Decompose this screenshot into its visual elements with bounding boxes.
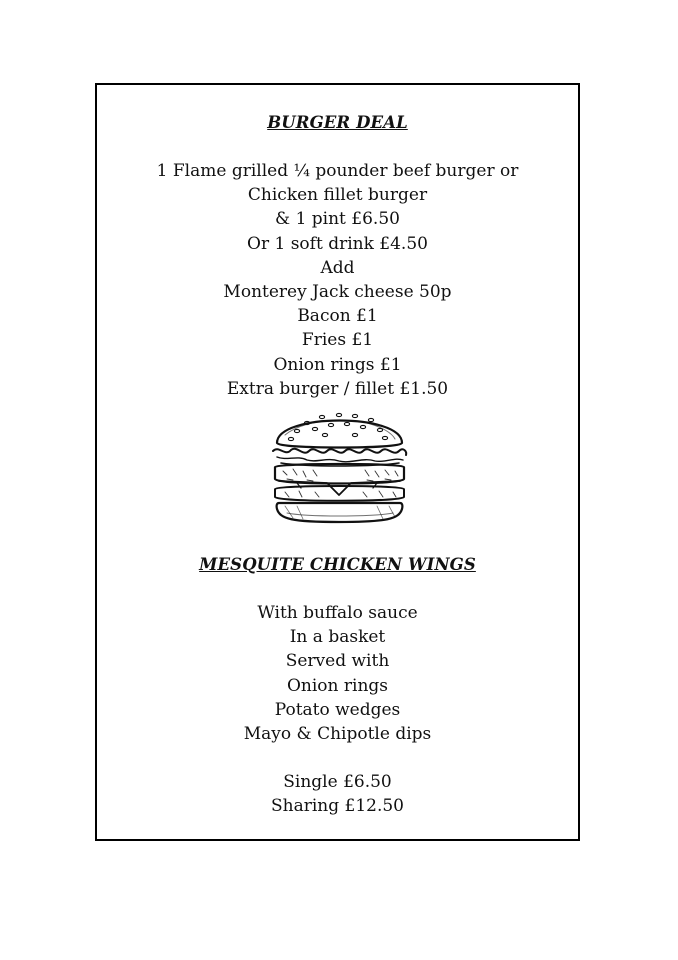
burger-sketch-icon — [267, 405, 412, 527]
burger-deal-line: Onion rings £1 — [273, 354, 402, 375]
burger-deal-heading: BURGER DEAL — [267, 113, 408, 132]
burger-deal-line: 1 Flame grilled ¼ pounder beef burger or — [156, 161, 519, 181]
chicken-wings-heading: MESQUITE CHICKEN WINGS — [199, 555, 476, 574]
chicken-wings-line: Served with — [285, 651, 390, 672]
single-price: Single £6.50 — [283, 772, 392, 792]
burger-deal-line: Or 1 soft drink £4.50 — [247, 233, 428, 254]
burger-deal-details — [97, 159, 578, 401]
menu-card — [95, 83, 580, 841]
sharing-price: Sharing £12.50 — [270, 796, 404, 817]
chicken-wings-line: In a basket — [289, 627, 386, 648]
burger-deal-line: Monterey Jack cheese 50p — [223, 281, 452, 302]
burger-deal-line: Extra burger / fillet £1.50 — [226, 378, 449, 399]
burger-deal-line: Add — [320, 257, 355, 278]
burger-deal-line: & 1 pint £6.50 — [275, 209, 400, 230]
chicken-wings-line: With buffalo sauce — [257, 603, 418, 623]
burger-deal-line: Bacon £1 — [297, 306, 378, 327]
chicken-wings-details — [97, 601, 578, 746]
chicken-wings-line: Potato wedges — [274, 699, 401, 720]
burger-deal-line: Fries £1 — [301, 330, 374, 351]
chicken-wings-line: Onion rings — [286, 675, 389, 696]
chicken-wings-line: Mayo & Chipotle dips — [243, 723, 432, 744]
chicken-wings-prices — [97, 770, 578, 818]
burger-deal-line: Chicken fillet burger — [247, 185, 428, 206]
